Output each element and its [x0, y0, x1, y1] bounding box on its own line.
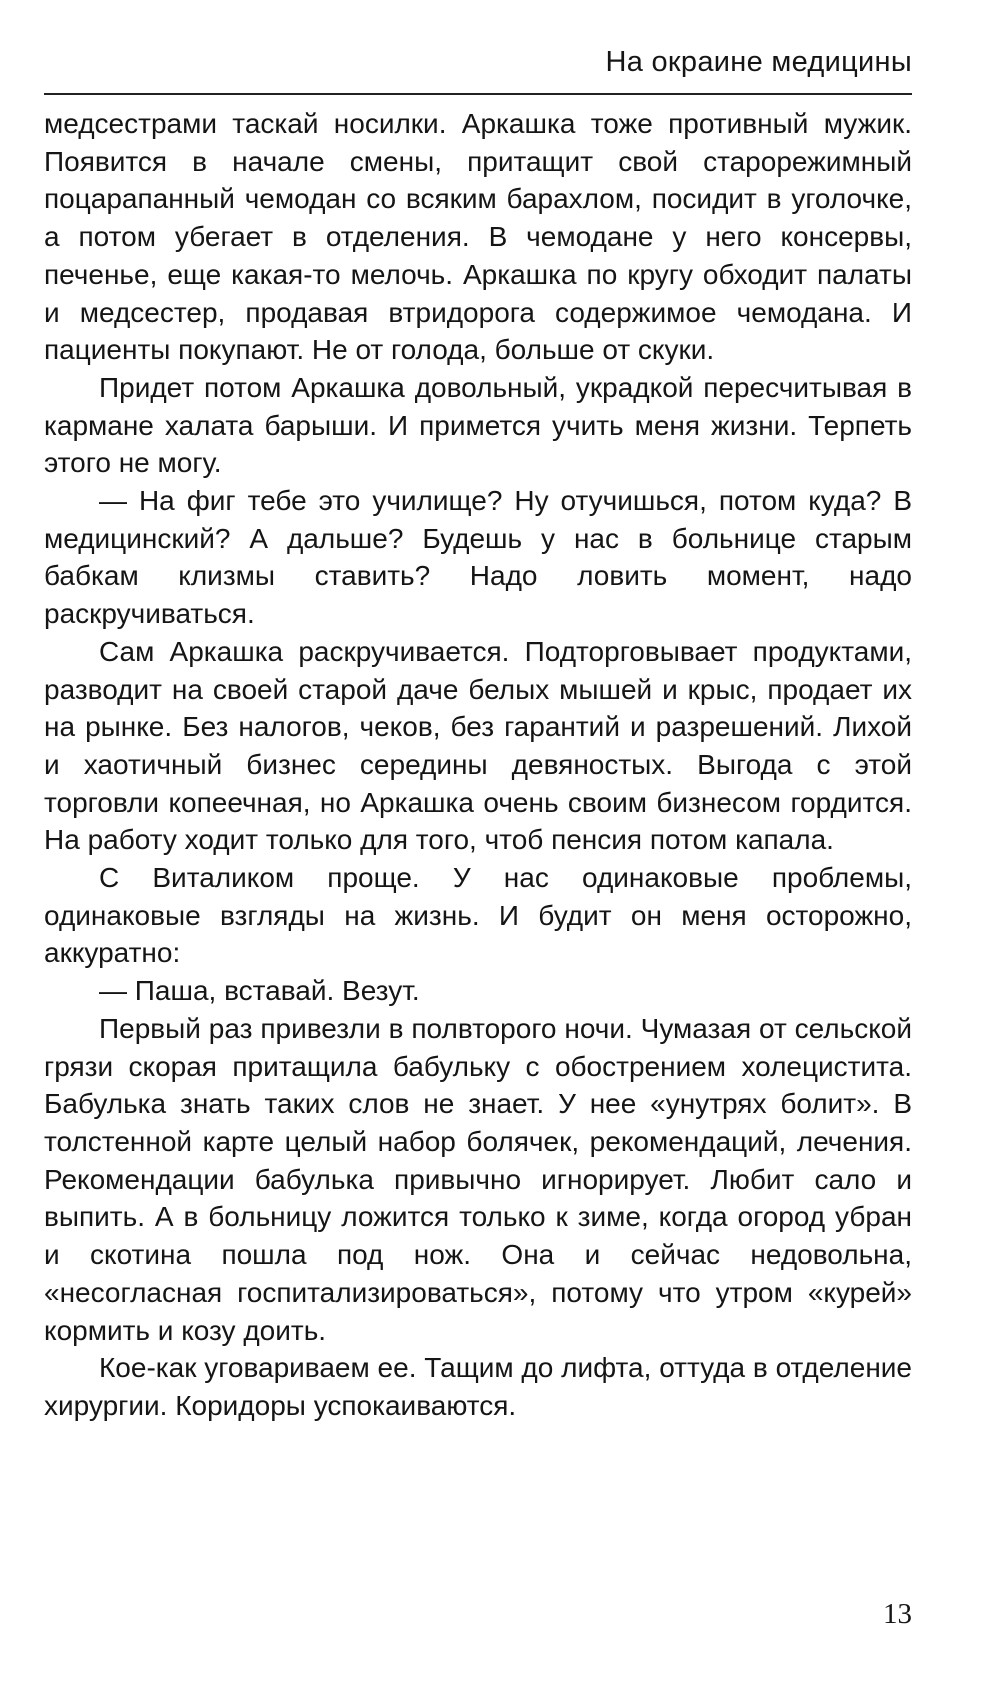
paragraph-1: медсестрами таскай носилки. Аркашка тоже противный мужик. Появится в начале смены, притащит свой старорежимный поцарапанный чемодан со всяким барахлом, посидит в уголочке, а потом убегает в отделения. В чемодане у него консервы, печенье, еще какая-то мелочь. Аркашка по кругу обходит палаты и медсестер, продавая втридорога содержимое чемодана. И пациенты покупают. Не от голода, больше от скуки.: [44, 108, 912, 366]
running-title: На окраине медицины: [605, 46, 912, 78]
paragraph-5: С Виталиком проще. У нас одинаковые проблемы, одинаковые взгляды на жизнь. И будит он меня осторожно, аккуратно:: [44, 862, 912, 969]
paragraph-2: Придет потом Аркашка довольный, украдкой пересчитывая в кармане халата барыши. И примется учить меня жизни. Терпеть этого не могу.: [44, 371, 912, 479]
paragraph-3: — На фиг тебе это училище? Ну отучишься, потом куда? В медицинский? А дальше? Будешь у нас в больнице старым бабкам клизмы ставить? Надо ловить момент, надо раскручиваться.: [44, 485, 912, 630]
paragraph-7: Первый раз привезли в полвторого ночи. Чумазая от сельской грязи скорая притащила бабульку с обострением холецистита. Бабулька знать таких слов не знает. У нее «унутрях болит». В толстенной карте целый набор болячек, рекомендаций, лечения. Рекомендации бабулька привычно игнорирует. Любит сало и выпить. А в больницу ложится только к зиме, когда огород убран и скотина пошла под нож. Она и сейчас недовольна, «несогласная госпитализироваться», потому что утром «курей» кормить и козу доить.: [44, 1012, 912, 1346]
page-number: 13: [883, 1598, 912, 1630]
header-rule: [44, 93, 912, 95]
paragraph-8: Кое-как уговариваем ее. Тащим до лифта, оттуда в отделение хирургии. Коридоры успокаиваются.: [44, 1352, 912, 1421]
body-text: [44, 105, 912, 1425]
paragraph-4: Сам Аркашка раскручивается. Подторговывает продуктами, разводит на своей старой даче белых мышей и крыс, продает их на рынке. Без налогов, чеков, без гарантий и разрешений. Лихой и хаотичный бизнес середины девяностых. Выгода с этой торговли копеечная, но Аркашка очень своим бизнесом гордится. На работу ходит только для того, чтоб пенсия потом капала.: [44, 635, 912, 856]
paragraph-6: — Паша, вставай. Везут.: [99, 975, 420, 1007]
